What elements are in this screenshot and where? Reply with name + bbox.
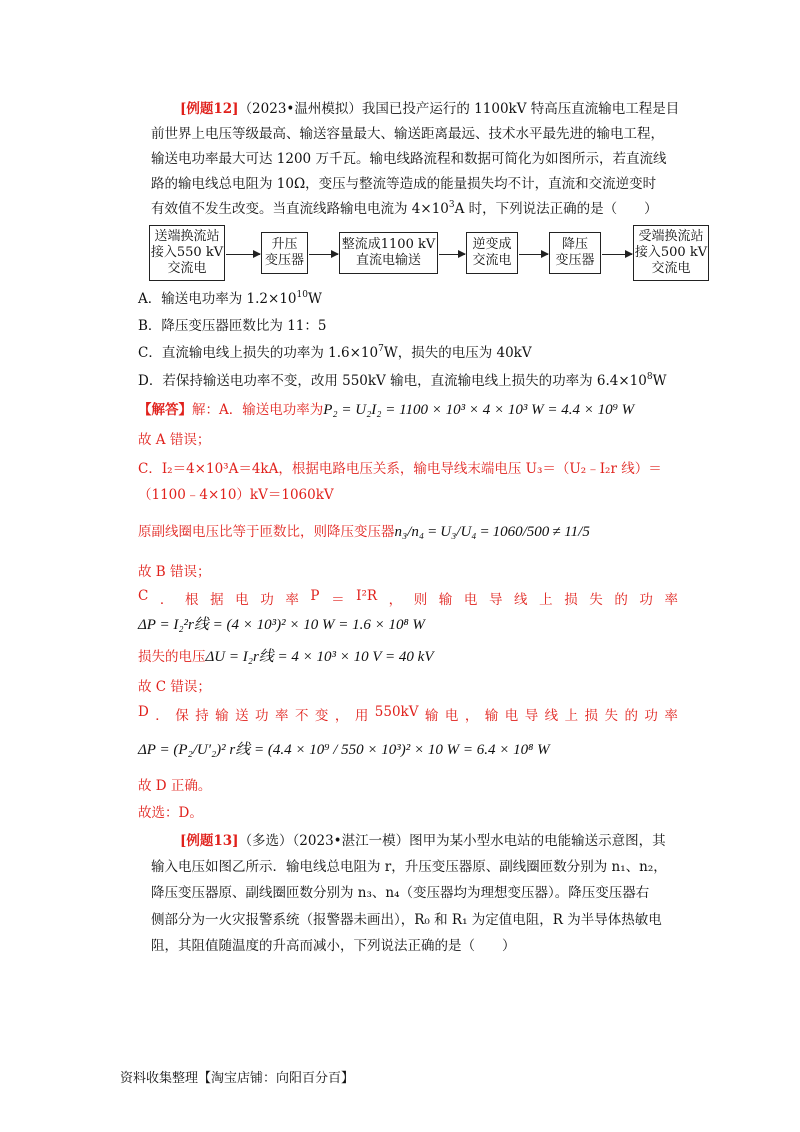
answer-d-justified-line: D ． 保 持 输 送 功 率 不 变 ， 用 550kV 输 电 ， 输 电 导 线 上 损 失 的 功 率 bbox=[138, 704, 678, 724]
answer-c-wrong: 故 C 错误； bbox=[138, 679, 211, 695]
example-12-tag: [例题12] bbox=[180, 101, 239, 117]
option-a: A．输送电功率为 $1.2\times 10^{10}W$ bbox=[138, 290, 322, 307]
answer-b-line: 原副线圈电压比等于匝数比，则降压变压器 n₃/n₄ = U₃/U₄ = 1060/500 ≠ 11/5 bbox=[138, 524, 590, 540]
answer-c-voltage-line: 损失的电压ΔU = I₂r线 = 4 × 10³ × 10 V = 40 kV bbox=[138, 649, 434, 665]
diagram-arrow bbox=[226, 254, 260, 255]
example-13-line-3: 降压变压器原、副线圈匝数分别为 n₃、n₄（变压器均为理想变压器）。降压变压器右 bbox=[151, 885, 650, 901]
example-13-line-4: 侧部分为一火灾报警系统（报警器未画出），R₀ 和 R₁ 为定值电阻，R 为半导体热敏电 bbox=[151, 912, 662, 928]
answer-c-power-equation: ΔP = I₂²r线 = (4 × 10³)² × 10 W = 1.6 × 10⁸ W bbox=[138, 617, 425, 633]
footer-note: 资料收集整理【淘宝店铺：向阳百分百】 bbox=[120, 1071, 355, 1086]
answer-a-wrong: 故 A 错误； bbox=[138, 432, 211, 448]
answer-a-equation: P₂ = U₂I₂ = 1100 × 10³ × 4 × 10³ W = 4.4 × 10⁹ W bbox=[323, 402, 635, 418]
example-12-line-1: [例题12]（2023•温州模拟）我国已投产运行的 1100kV 特高压直流输电工程是目 bbox=[180, 101, 680, 117]
example-13-tag: [例题13] bbox=[180, 833, 239, 849]
example-12-line-4: 路的输电线总电阻为 10Ω，变压与整流等造成的能量损失均不计，直流和交流逆变时 bbox=[151, 176, 657, 192]
diagram-box-step-up-transformer: 升压 变压器 bbox=[261, 232, 308, 274]
diagram-box-step-down-transformer: 降压 变压器 bbox=[549, 232, 601, 274]
answer-tag: 【解答】 bbox=[138, 402, 192, 418]
diagram-box-receiving-station: 受端换流站 接入500 kV 交流电 bbox=[633, 225, 709, 281]
diagram-box-sending-station: 送端换流站 接入550 kV 交流电 bbox=[149, 225, 225, 281]
option-d: D．若保持输送电功率不变，改用 550kV 输电，直流输电线上损失的功率为 $6.4\times 10^8W$ bbox=[138, 372, 667, 389]
answer-c-justified-line: C ． 根 据 电 功 率 P ＝ I²R ， 则 输 电 导 线 上 损 失 的 功 率 bbox=[138, 588, 678, 608]
answer-a-line: 【解答】解：A．输送电功率为P₂ = U₂I₂ = 1100 × 10³ × 4 × 10³ W = 4.4 × 10⁹ W bbox=[138, 402, 635, 418]
diagram-arrow bbox=[439, 254, 465, 255]
answer-d-right: 故 D 正确。 bbox=[138, 778, 212, 794]
answer-c-line-1: C．I₂＝4×10³A＝4kA，根据电路电压关系，输电导线末端电压 U₃＝（U₂﹣I₂r 线）＝ bbox=[138, 461, 662, 477]
diagram-box-rectifier-dc: 整流成1100 kV 直流电输送 bbox=[339, 232, 438, 274]
diagram-arrow bbox=[519, 254, 548, 255]
option-c: C．直流输电线上损失的功率为 $1.6\times 10^7W$，损失的电压为 40kV bbox=[138, 344, 532, 361]
option-b: B．降压变压器匝数比为 11：5 bbox=[138, 318, 327, 334]
example-12-line-5: 有效值不发生改变。当直流线路输电电流为 $4\times 10^3A$ 时，下列说法正确的是（ ） bbox=[151, 200, 658, 217]
example-12-line-3: 输送电功率最大可达 1200 万千瓦。输电线路流程和数据可简化为如图所示，若直流线 bbox=[151, 151, 667, 167]
answer-c-voltage-equation: ΔU = I₂r线 = 4 × 10³ × 10 V = 40 kV bbox=[205, 649, 434, 665]
example-12-line-2: 前世界上电压等级最高、输送容量最大、输送距离最远、技术水平最先进的输电工程， bbox=[151, 126, 664, 142]
answer-b-equation: n₃/n₄ = U₃/U₄ = 1060/500 ≠ 11/5 bbox=[394, 524, 590, 540]
example-13-line-1: [例题13]（多选）（2023•湛江一模）图甲为某小型水电站的电能输送示意图，其 bbox=[180, 833, 666, 849]
example-13-line-2: 输入电压如图乙所示．输电线总电阻为 r，升压变压器原、副线圈匝数分别为 n₁、n₂， bbox=[151, 859, 667, 875]
diagram-box-inverter: 逆变成 交流电 bbox=[466, 232, 518, 274]
answer-c-line-2: （1100﹣4×10）kV＝1060kV bbox=[138, 487, 334, 503]
answer-b-wrong: 故 B 错误； bbox=[138, 564, 211, 580]
diagram-arrow bbox=[309, 254, 338, 255]
diagram-arrow bbox=[602, 254, 632, 255]
example-13-line-5: 阻，其阻值随温度的升高而减小，下列说法正确的是（ ） bbox=[151, 938, 516, 954]
answer-choice: 故选：D。 bbox=[138, 805, 203, 821]
answer-d-power-equation: ΔP = (P₂/U′₂)² r线 = (4.4 × 10⁹ / 550 × 10³)² × 10 W = 6.4 × 10⁸ W bbox=[138, 742, 550, 758]
